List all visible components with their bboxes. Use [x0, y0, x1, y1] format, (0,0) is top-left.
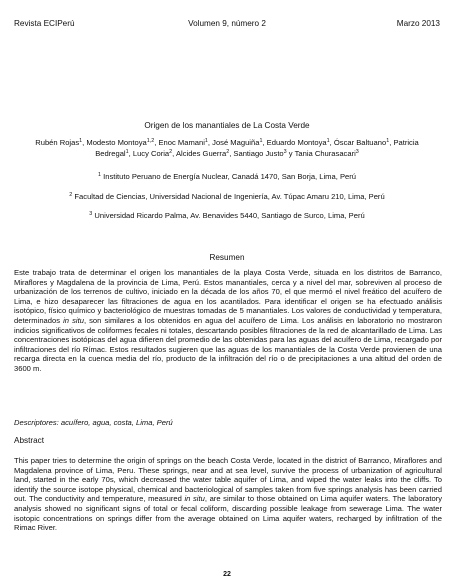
page-number: 22	[223, 571, 231, 578]
issue-date: Marzo 2013	[396, 19, 440, 28]
author: Alcides Guerra$^2$	[175, 148, 230, 158]
abstract-body: This paper tries to determine the origin of springs on the beach Costa Verde, located in the district of Barranco, Miraflores and Magdalena province of Lima, Peru. These springs, near and at sea level, survive the process of urbanization of agricultural land, started in the early 70s, which decreased the water table aquifer of Lima, and wiped the water leaks into the cliffs. To identify the source isotope physical, chemical and bacteriological of samples taken from five springs analysis has been carried out. The conductivity and temperature, measured in situ, are similar to those obtained on Lima aquifer waters. The laboratory analysis showed no significant signs of total or fecal coliform, discarding possible leakage from sewerage Lima. The water isotopic concentrations on springs differ from the average obtained on Lima aquifer waters, recharged by infiltration of the Rimac River.	[14, 456, 443, 533]
author: Tania Churasacari$^3$	[294, 148, 359, 158]
author: Modesto Montoya$^{1,2}$	[86, 138, 155, 147]
running-header	[14, 19, 440, 31]
author: Rubén Rojas$^1$	[35, 138, 83, 147]
abstract-heading: Abstract	[14, 436, 45, 445]
affiliation: $^1$ Instituto Peruano de Energía Nuclear, Canadá 1470, San Borja, Lima, Perú	[98, 172, 356, 181]
author: Santiago Justo$^3$	[233, 148, 287, 158]
affiliation: $^3$ Universidad Ricardo Palma, Av. Benavides 5440, Santiago de Surco, Lima, Perú	[89, 211, 365, 220]
author-list: Rubén Rojas$^1$, Modesto Montoya$^{1,2}$, Enoc Mamani$^1$, José Maguiña$^1$, Eduardo Montoya$^1$, Óscar Baltuano$^1$, Patricia Bedregal$^1$, Lucy Coria$^2$, Alcides Guerra$^2$, Santiago Justo$^3$ y Tania Churasacari$^3$	[35, 138, 419, 158]
descriptors: Descriptores: acuífero, agua, costa, Lima, Perú	[14, 418, 173, 427]
author-conjunction: y	[288, 148, 293, 158]
paper-title: Origen de los manantiales de La Costa Verde	[144, 121, 310, 130]
author: Enoc Mamani$^1$	[158, 138, 208, 147]
author: José Maguiña$^1$	[212, 138, 263, 147]
journal-name: Revista ECIPerú	[14, 19, 75, 28]
resumen-heading: Resumen	[209, 253, 245, 262]
author: Eduardo Montoya$^1$	[266, 138, 330, 147]
author: Óscar Baltuano$^1$	[333, 138, 390, 147]
author: Lucy Coria$^2$	[132, 148, 173, 158]
volume-number: Volumen 9, número 2	[188, 19, 266, 28]
affiliation: $^2$ Facultad de Ciencias, Universidad Nacional de Ingeniería, Av. Túpac Amaru 210, Lima, Perú	[69, 192, 385, 201]
author: Patricia Bedregal$^1$	[95, 138, 419, 158]
resumen-body: Este trabajo trata de determinar el origen los manantiales de la playa Costa Verde, situada en los distritos de Barranco, Miraflores y Magdalena de la provincia de Lima, Perú. Estos manantiales, cerca y a nivel del mar, sobreviven al proceso de urbanización de los terrenos de cultivo, iniciado en la década de los años 70, el que mermó el nivel freático del acuífero de Lima, e hizo desaparecer las filtraciones de agua en los acantilados. Para identificar el origen se ha efectuado análisis isotópico, físico químico y bacteriológico de muestras tomadas de 5 manantiales. Los valores de conductividad y temperatura, determinados in situ, son similares a los obtenidos en agua del acuífero de Lima. Los análisis en laboratorio no mostraron indicios significativos de coliformes fecales ni totales, descartando posibles filtraciones de la red de alcantarillado de Lima. Las concentraciones isotópicas del agua difieren del promedio de las obtenidas para las aguas del acuífero de Lima, recargado por infiltraciones del río Rímac. Estos resultados sugieren que las aguas de los manantiales de la Costa Verde provienen de una recarga directa en la cuenca media del río, producto de la infiltración del río o de precipitaciones a una altitud del orden de 3600 m.	[14, 268, 443, 373]
